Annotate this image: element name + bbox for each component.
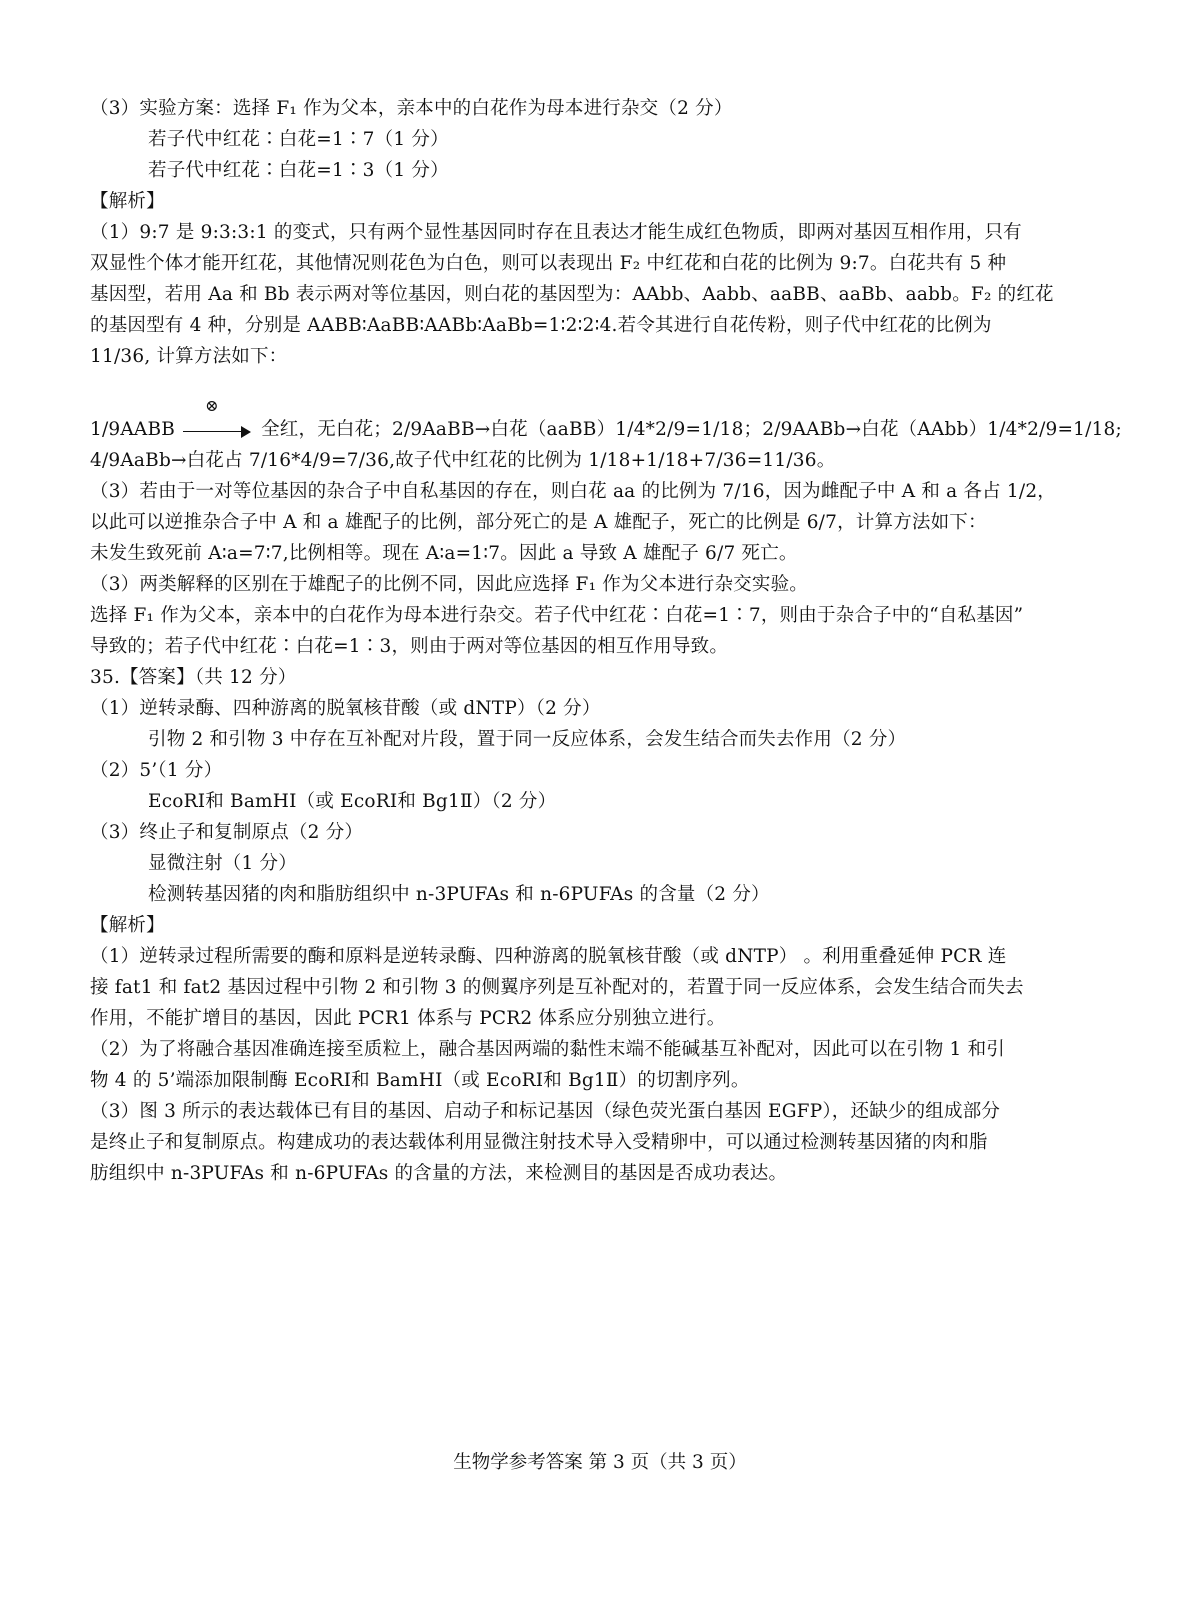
text-line: 双显性个体才能开红花，其他情况则花色为白色，则可以表现出 F₂ 中红花和白花的比例为 9:7。白花共有 5 种 <box>90 253 1007 274</box>
text-line: 导致的；若子代中红花∶白花=1∶3，则由于两对等位基因的相互作用导致。 <box>90 636 729 657</box>
text-line: 以此可以逆推杂合子中 A 和 a 雄配子的比例，部分死亡的是 A 雄配子，死亡的比例是 6/7，计算方法如下： <box>90 512 987 533</box>
text-line: 作用，不能扩增目的基因，因此 PCR1 体系与 PCR2 体系应分别独立进行。 <box>90 1008 726 1029</box>
text-line: 检测转基因猪的肉和脂肪组织中 n-3PUFAs 和 n-6PUFAs 的含量（2 分） <box>148 884 770 905</box>
spacer <box>90 372 1120 402</box>
arrow-lead-text: 1/9AABB <box>90 419 176 440</box>
text-line: 基因型，若用 Aa 和 Bb 表示两对等位基因，则白花的基因型为：AAbb、Aabb、aaBB、aaBb、aabb。F₂ 的红花 <box>90 284 1054 305</box>
text-line: 若子代中红花∶白花=1∶3（1 分） <box>148 160 449 181</box>
otimes-symbol: ⊗ <box>205 396 219 415</box>
section-heading: 【解析】 <box>90 191 165 212</box>
text-line: 接 fat1 和 fat2 基因过程中引物 2 和引物 3 的侧翼序列是互补配对的，若置于同一反应体系，会发生结合而失去 <box>90 977 1024 998</box>
text-line: （1）逆转录酶、四种游离的脱氧核苷酸（或 dNTP）（2 分） <box>90 698 601 719</box>
section-heading: 【解析】 <box>90 915 165 936</box>
text-line: 物 4 的 5’端添加限制酶 EcoRⅠ和 BamHⅠ（或 EcoRⅠ和 Bg1Ⅱ）的切割序列。 <box>90 1070 750 1091</box>
text-line: 选择 F₁ 作为父本，亲本中的白花作为母本进行杂交。若子代中红花∶白花=1∶7，则由于杂合子中的“自私基因” <box>90 605 1024 626</box>
text-line: （3）若由于一对等位基因的杂合子中自私基因的存在，则白花 aa 的比例为 7/16，因为雌配子中 A 和 a 各占 1/2， <box>90 481 1056 502</box>
text-line: 引物 2 和引物 3 中存在互补配对片段，置于同一反应体系，会发生结合而失去作用（2 分） <box>148 729 907 750</box>
text-line: 11/36, 计算方法如下： <box>90 346 288 367</box>
text-line: 是终止子和复制原点。构建成功的表达载体利用显微注射技术导入受精卵中，可以通过检测转基因猪的肉和脂 <box>90 1132 988 1153</box>
text-line: （1）9:7 是 9:3:3:1 的变式，只有两个显性基因同时存在且表达才能生成红色物质，即两对基因互相作用，只有 <box>90 222 1022 243</box>
text-line: 显微注射（1 分） <box>148 853 297 874</box>
text-line: 肪组织中 n-3PUFAs 和 n-6PUFAs 的含量的方法，来检测目的基因是否成功表达。 <box>90 1163 788 1184</box>
arrow-tail-text: 全红，无白花；2/9AaBB→白花（aaBB）1/4*2/9=1/18；2/9AABb→白花（AAbb）1/4*2/9=1/18; <box>261 419 1122 440</box>
text-line: 若子代中红花∶白花=1∶7（1 分） <box>148 129 449 150</box>
text-line: 4/9AaBb→白花占 7/16*4/9=7/36,故子代中红花的比例为 1/18+1/18+7/36=11/36。 <box>90 450 836 471</box>
text-line: （2）为了将融合基因准确连接至质粒上，融合基因两端的黏性末端不能碱基互补配对，因此可以在引物 1 和引 <box>90 1039 1006 1060</box>
text-line: （3）终止子和复制原点（2 分） <box>90 822 364 843</box>
question-heading: 35.【答案】（共 12 分） <box>90 667 297 688</box>
selfing-formula-line <box>90 396 1122 445</box>
document-body <box>90 93 1120 1189</box>
text-line: （2）5’（1 分） <box>90 760 223 781</box>
text-line: 的基因型有 4 种，分别是 AABB∶AaBB∶AABb∶AaBb=1∶2∶2∶4.若令其进行自花传粉，则子代中红花的比例为 <box>90 315 992 336</box>
page-footer: 生物学参考答案 第 3 页（共 3 页） <box>453 1452 747 1473</box>
text-line: EcoRⅠ和 BamHⅠ（或 EcoRⅠ和 Bg1Ⅱ）（2 分） <box>148 791 557 812</box>
text-line: （3）图 3 所示的表达载体已有目的基因、启动子和标记基因（绿色荧光蛋白基因 EGFP），还缺少的组成部分 <box>90 1101 1001 1122</box>
text-line: 未发生致死前 A∶a=7∶7,比例相等。现在 A∶a=1∶7。因此 a 导致 A 雄配子 6/7 死亡。 <box>90 543 798 564</box>
selfing-arrow-icon <box>183 396 251 440</box>
text-line: （3）两类解释的区别在于雄配子的比例不同，因此应选择 F₁ 作为父本进行杂交实验。 <box>90 574 808 595</box>
text-line: （1）逆转录过程所需要的酶和原料是逆转录酶、四种游离的脱氧核苷酸（或 dNTP） 。利用重叠延伸 PCR 连 <box>90 946 1007 967</box>
text-line: （3）实验方案：选择 F₁ 作为父本，亲本中的白花作为母本进行杂交（2 分） <box>90 98 733 119</box>
